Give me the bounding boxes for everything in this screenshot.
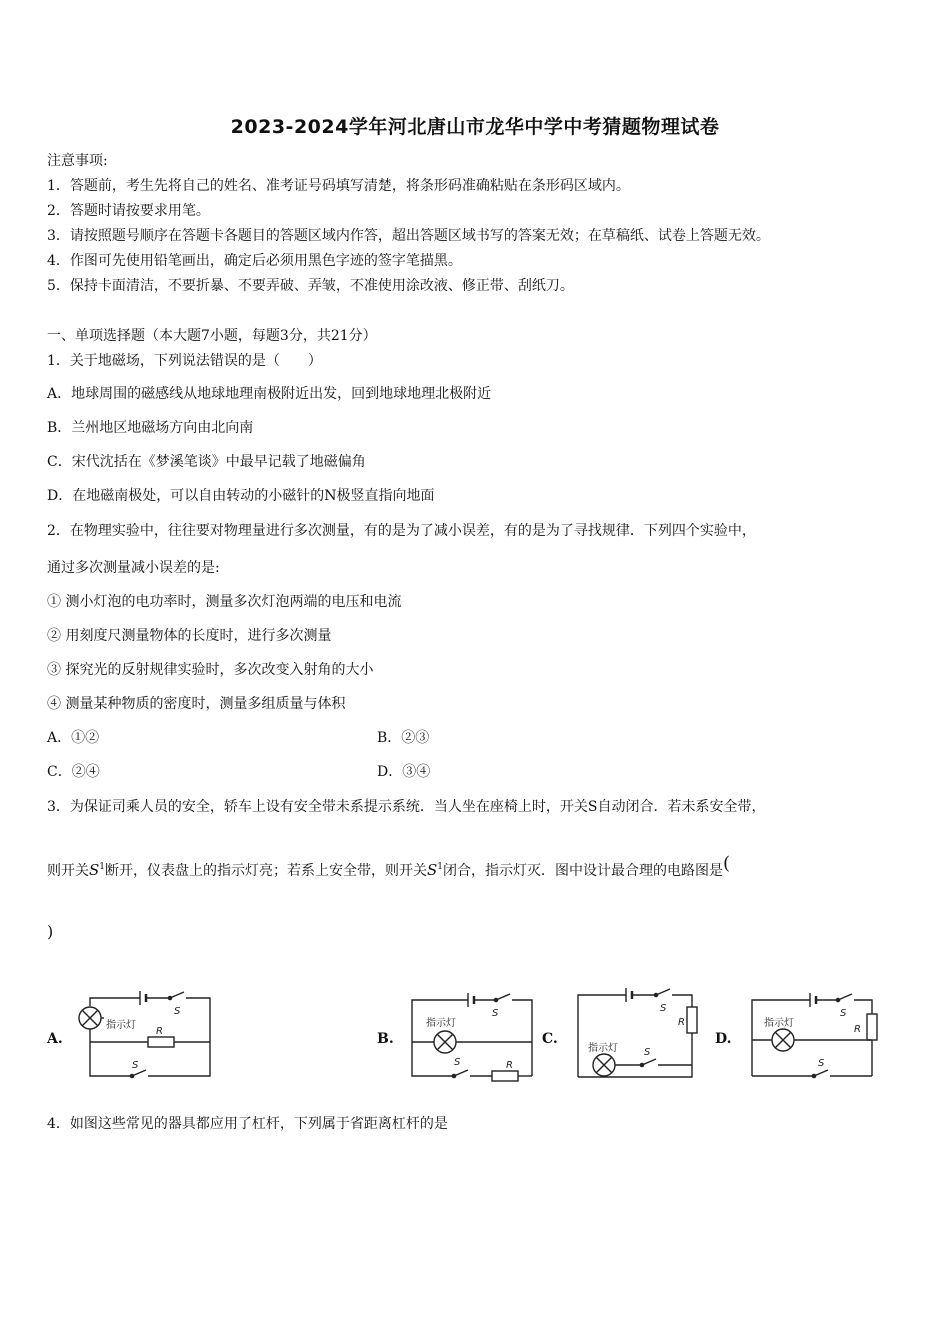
q1-option-d: D．在地磁南极处，可以自由转动的小磁针的N极竖直指向地面	[47, 488, 435, 504]
q2-option-a: A．①②	[47, 730, 100, 746]
switch-label: S	[492, 1008, 499, 1019]
q2-item: ④ 测量某种物质的密度时，测量多组质量与体积	[47, 696, 346, 712]
lamp-label: 指示灯	[106, 1020, 136, 1031]
lamp-label: 指示灯	[426, 1018, 456, 1029]
q1-option-b: B．兰州地区地磁场方向由北向南	[47, 420, 254, 436]
switch-symbol: $S^1$	[427, 861, 444, 879]
q3-text-3: 闭合，指示灯灭．图中设计最合理的电路图是	[443, 863, 724, 879]
q1-option-c: C．宋代沈括在《梦溪笔谈》中最早记载了地磁偏角	[47, 454, 366, 470]
circuit-diagram-d	[748, 990, 878, 1086]
switch1-label: S	[454, 1057, 461, 1068]
notice-item: 5．保持卡面清洁，不要折暴、不要弄破、弄皱，不准使用涂改液、修正带、刮纸刀。	[47, 278, 574, 294]
notice-item: 2．答题时请按要求用笔。	[47, 203, 210, 219]
q1-option-a: A．地球周围的磁感线从地球地理南极附近出发，回到地球地理北极附近	[47, 386, 492, 402]
section-heading: 一、单项选择题（本大题7小题，每题3分，共21分）	[47, 328, 377, 344]
switch1-label: S	[818, 1058, 825, 1069]
q2-item: ② 用刻度尺测量物体的长度时，进行多次测量	[47, 628, 332, 644]
switch-label: S	[840, 1008, 847, 1019]
q3-option-b-label: B.	[377, 1031, 394, 1047]
q2-option-d: D．③④	[377, 764, 431, 780]
switch1-label: S	[132, 1060, 139, 1071]
circuit-diagram-a	[72, 990, 217, 1086]
notice-item: 3．请按照题号顺序在答题卡各题目的答题区域内作答，超出答题区域书写的答案无效；在草稿纸、试卷上答题无效。	[47, 228, 770, 244]
q4-stem: 4．如图这些常见的器具都应用了杠杆，下列属于省距离杠杆的是	[47, 1116, 448, 1132]
q3-paren-open: (	[723, 853, 731, 874]
page-title: 2023-2024学年河北唐山市龙华中学中考猜题物理试卷	[230, 116, 720, 138]
q3-option-a-label: A.	[47, 1031, 63, 1047]
q2-item: ① 测小灯泡的电功率时，测量多次灯泡两端的电压和电流	[47, 594, 402, 610]
notice-item: 1．答题前，考生先将自己的姓名、准考证号码填写清楚，将条形码准确粘贴在条形码区域内。	[47, 178, 630, 194]
q1-stem: 1．关于地磁场，下列说法错误的是（ ）	[47, 353, 322, 369]
q2-item: ③ 探究光的反射规律实验时，多次改变入射角的大小	[47, 662, 374, 678]
circuit-diagram-c	[574, 985, 704, 1087]
resistor-label: R	[156, 1026, 163, 1037]
q3-option-d-label: D.	[715, 1031, 732, 1047]
switch1-label: S	[644, 1047, 651, 1058]
q2-stem: 2．在物理实验中，往往要对物理量进行多次测量，有的是为了减小误差，有的是为了寻找规律．下列四个实验中，	[47, 523, 756, 539]
notice-item: 4．作图可先使用铅笔画出，确定后必须用黑色字迹的签字笔描黑。	[47, 253, 462, 269]
notice-heading: 注意事项:	[47, 153, 108, 169]
circuit-diagram-b	[408, 990, 538, 1086]
resistor-label: R	[678, 1017, 685, 1028]
lamp-label: 指示灯	[588, 1043, 618, 1054]
resistor-label: R	[854, 1024, 861, 1035]
resistor-label: R	[506, 1060, 513, 1071]
q3-text-2: 断开，仪表盘上的指示灯亮；若系上安全带，则开关	[105, 863, 428, 879]
q3-stem-cont	[47, 853, 731, 883]
q3-text-1: 则开关	[47, 863, 89, 879]
q3-option-c-label: C.	[542, 1031, 558, 1047]
switch-label: S	[660, 1003, 667, 1014]
q2-option-c: C．②④	[47, 764, 100, 780]
q3-paren-close: )	[47, 922, 54, 941]
lamp-label: 指示灯	[764, 1018, 794, 1029]
switch-symbol: $S^1$	[89, 861, 106, 879]
q3-stem: 3．为保证司乘人员的安全，轿车上设有安全带未系提示系统．当人坐在座椅上时，开关S自动闭合．若未系安全带，	[47, 799, 766, 815]
q2-stem-cont: 通过多次测量减小误差的是:	[47, 560, 220, 576]
switch-label: S	[174, 1006, 181, 1017]
q2-option-b: B．②③	[377, 730, 430, 746]
